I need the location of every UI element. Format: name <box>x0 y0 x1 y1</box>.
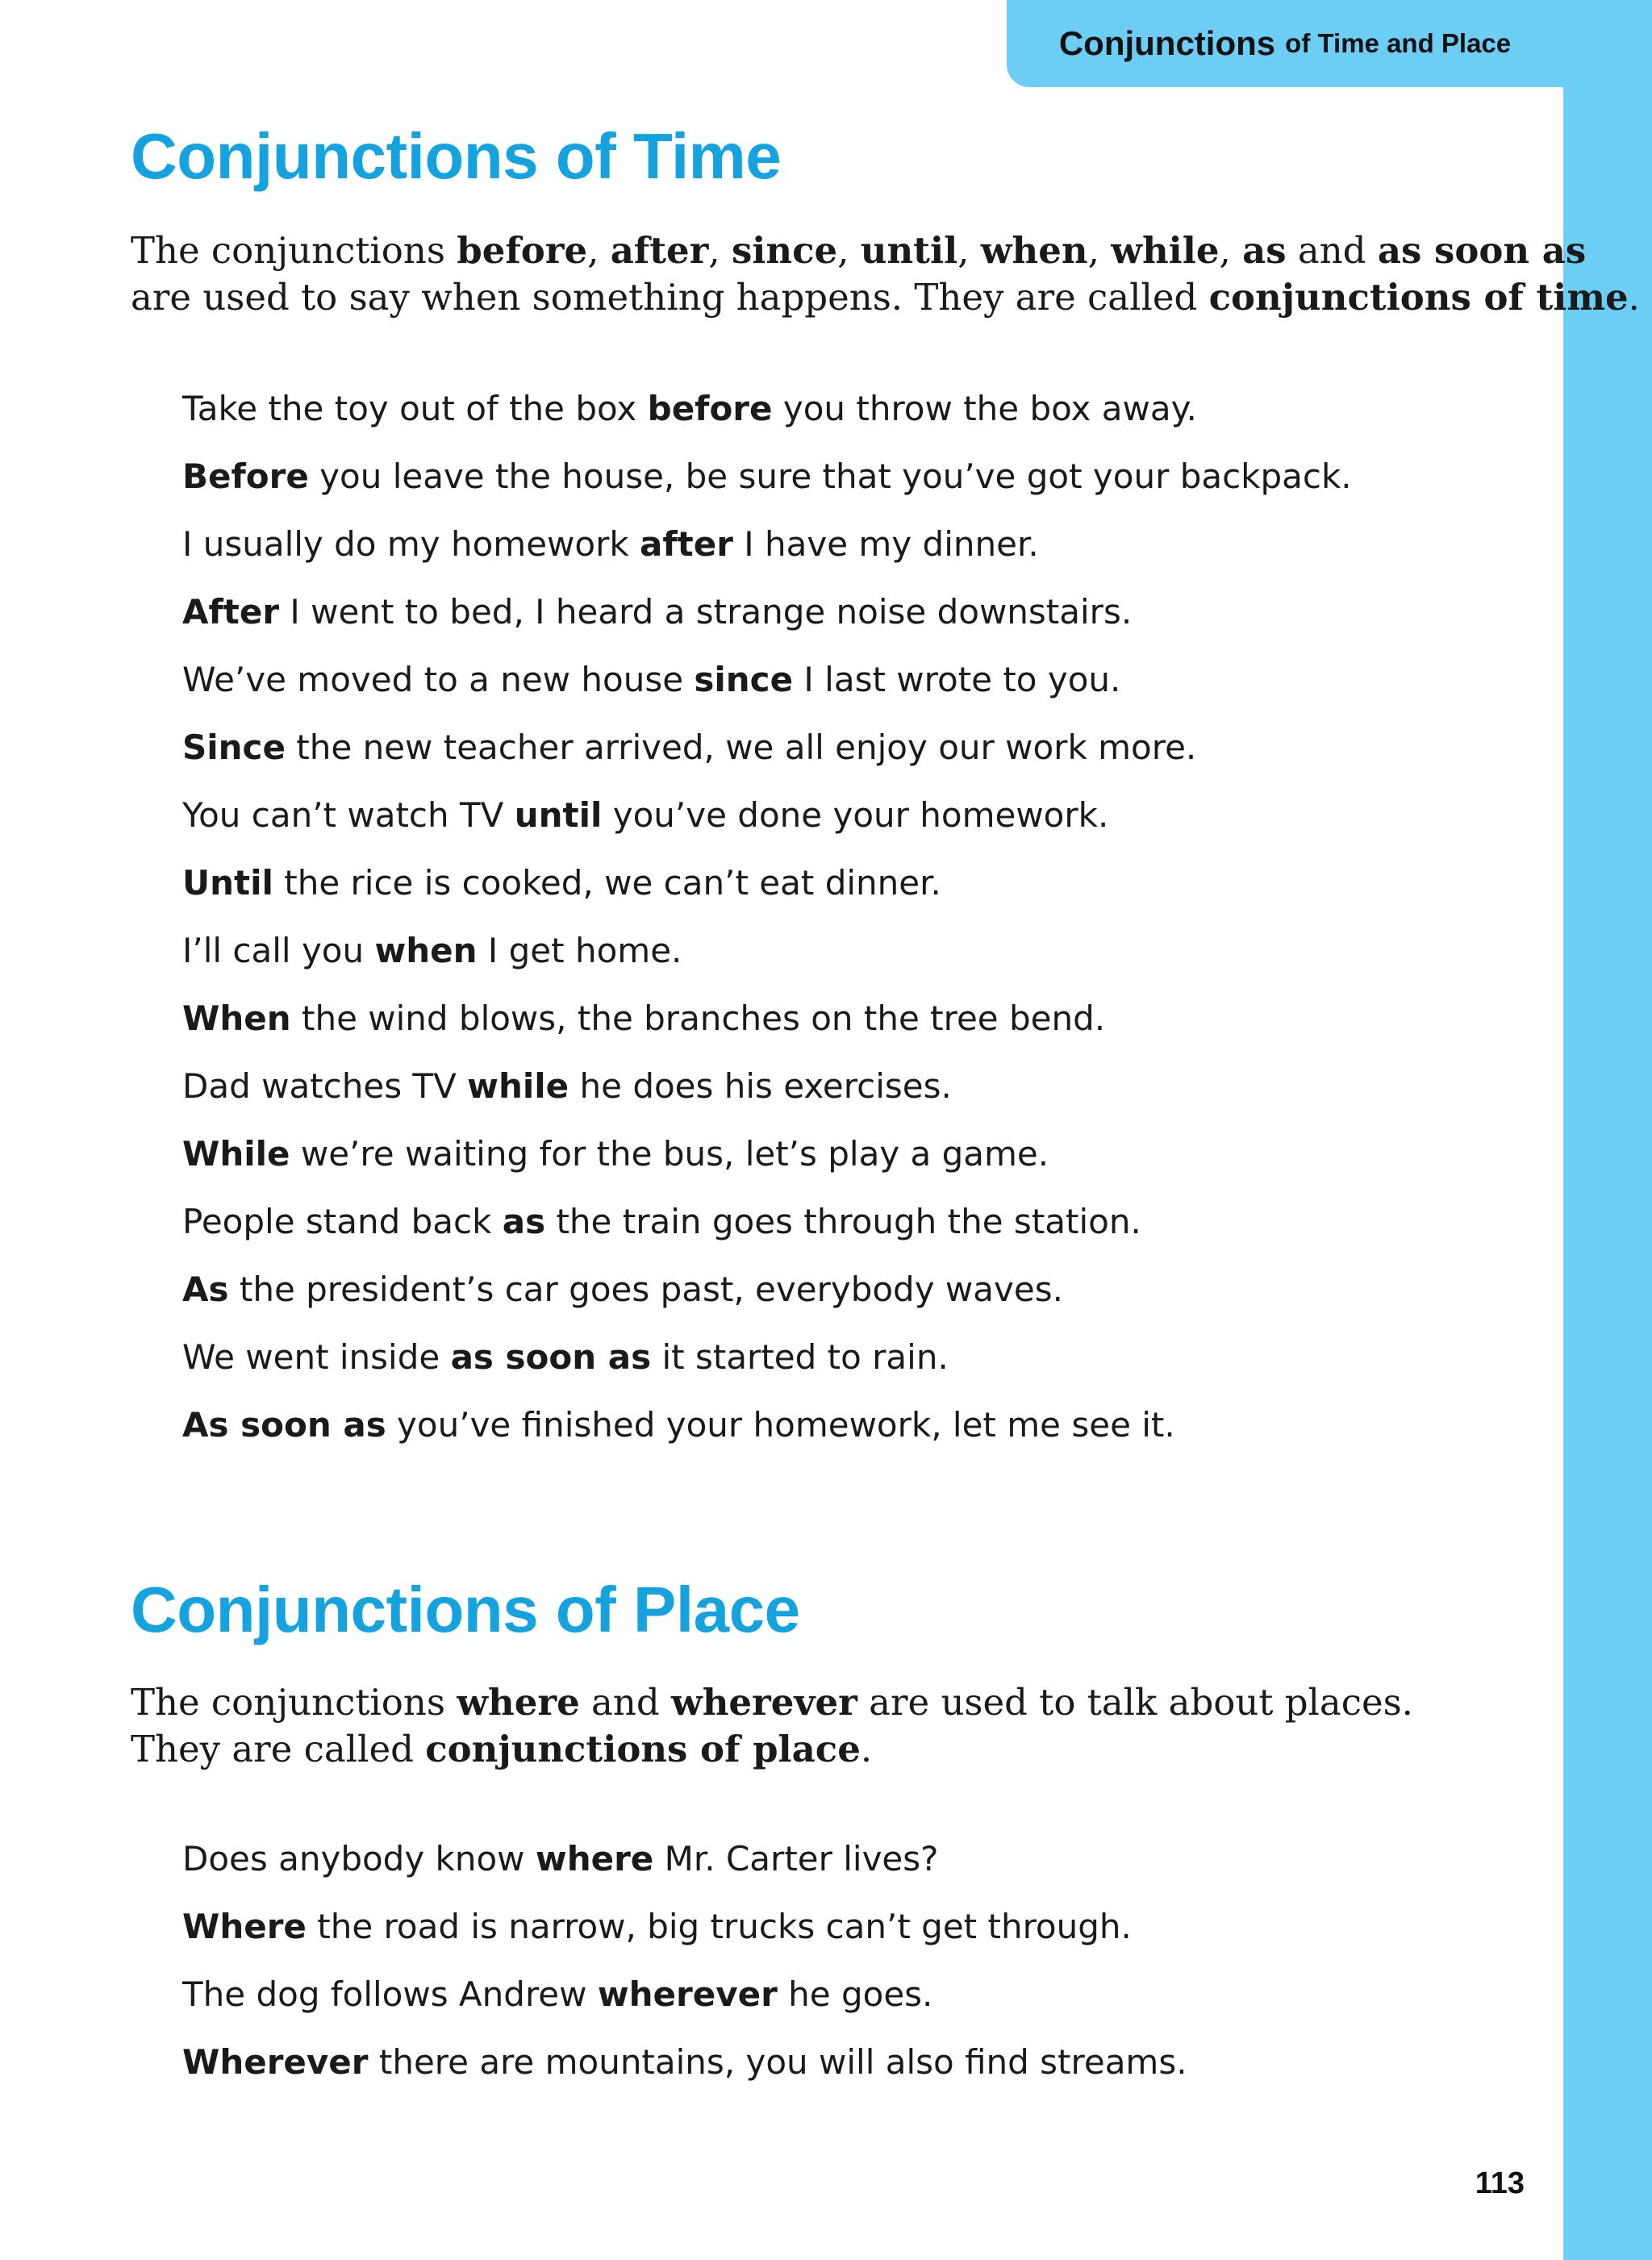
text-run: he does his exercises. <box>569 1066 952 1106</box>
intro-line <box>131 227 1587 274</box>
keyword: Wherever <box>182 2042 369 2082</box>
chapter-header-tab <box>1007 0 1563 87</box>
time-section-title: Conjunctions of Time <box>131 120 782 192</box>
text-run: you’ve done your homework. <box>602 795 1109 835</box>
text-run: You can’t watch TV <box>182 795 515 835</box>
time-section-intro <box>131 227 1640 321</box>
text-run: you leave the house, be sure that you’ve got your backpack. <box>308 457 1352 496</box>
text-run: I went to bed, I heard a strange noise downstairs. <box>279 592 1133 632</box>
page-number: 113 <box>1475 2166 1525 2200</box>
keyword: while <box>467 1066 569 1106</box>
example-sentence <box>182 849 1352 917</box>
place-section-title: Conjunctions of Place <box>131 1574 800 1645</box>
side-color-band <box>1563 0 1652 2260</box>
text-run: the train goes through the station. <box>545 1202 1141 1241</box>
text-run: , <box>957 229 981 272</box>
text-run: Mr. Carter lives? <box>653 1839 939 1878</box>
keyword: Before <box>182 457 309 496</box>
text-run: Does anybody know <box>182 1839 536 1878</box>
keyword: conjunctions of place <box>425 1728 861 1770</box>
keyword: when <box>980 229 1088 272</box>
keyword: after <box>640 524 733 564</box>
text-run: , <box>587 229 611 272</box>
example-sentence <box>182 1893 1187 1961</box>
text-run: are used to talk about places. <box>857 1681 1413 1724</box>
text-run: I’ll call you <box>182 931 375 970</box>
text-run: the road is narrow, big trucks can’t get through. <box>306 1907 1132 1946</box>
keyword: As <box>182 1270 229 1309</box>
text-run: there are mountains, you will also find streams. <box>368 2042 1187 2082</box>
example-sentence <box>182 2029 1187 2096</box>
keyword: where <box>535 1839 654 1878</box>
text-run: , <box>1219 229 1243 272</box>
keyword: as soon as <box>450 1337 652 1377</box>
text-run: Dad watches TV <box>182 1066 468 1106</box>
keyword: after <box>610 229 709 272</box>
header-tab-title: Conjunctions <box>1058 24 1276 62</box>
keyword: as <box>1242 229 1287 272</box>
keyword: conjunctions of time <box>1208 276 1629 319</box>
text-run: . <box>1628 276 1640 319</box>
keyword: since <box>694 660 794 699</box>
keyword: After <box>182 592 280 632</box>
example-sentence <box>182 917 1352 985</box>
text-run: The dog follows Andrew <box>182 1974 598 2014</box>
keyword: when <box>374 931 478 970</box>
example-sentence <box>182 375 1352 443</box>
text-run: . <box>860 1728 873 1770</box>
header-tab-subtitle: of Time and Place <box>1285 28 1512 58</box>
text-run: you’ve finished your homework, let me see it. <box>386 1405 1175 1445</box>
example-sentence <box>182 443 1352 511</box>
text-run: They are called <box>131 1728 426 1770</box>
keyword: As soon as <box>182 1405 386 1445</box>
keyword: wherever <box>670 1681 857 1724</box>
text-run: you throw the box away. <box>772 389 1197 428</box>
keyword: since <box>731 229 838 272</box>
text-run: the new teacher arrived, we all enjoy our work more. <box>285 728 1197 767</box>
keyword: Since <box>182 728 286 767</box>
place-example-list <box>182 1825 1187 2096</box>
keyword: where <box>457 1681 580 1724</box>
time-example-list <box>182 375 1352 1459</box>
text-run: We went inside <box>182 1337 451 1377</box>
keyword: before <box>647 389 773 428</box>
example-sentence <box>182 578 1352 646</box>
text-run: , <box>708 229 732 272</box>
example-sentence <box>182 646 1352 714</box>
text-run: the president’s car goes past, everybody waves. <box>228 1270 1063 1309</box>
example-sentence <box>182 1256 1352 1324</box>
keyword: before <box>457 229 588 272</box>
keyword: as soon as <box>1377 229 1587 272</box>
text-run: the wind blows, the branches on the tree bend. <box>290 999 1106 1038</box>
text-run: The conjunctions <box>131 1681 457 1724</box>
text-run: I last wrote to you. <box>793 660 1121 699</box>
example-sentence <box>182 1188 1352 1256</box>
text-run: the rice is cooked, we can’t eat dinner. <box>273 863 941 903</box>
text-run: I get home. <box>477 931 682 970</box>
keyword: wherever <box>597 1974 778 2014</box>
place-section-intro <box>131 1679 1550 1773</box>
example-sentence <box>182 1961 1187 2029</box>
keyword: When <box>182 999 291 1038</box>
keyword: until <box>860 229 958 272</box>
intro-line <box>131 274 1640 321</box>
keyword: Where <box>182 1907 307 1946</box>
example-sentence <box>182 1120 1352 1188</box>
keyword: Until <box>182 863 273 903</box>
keyword: as <box>502 1202 546 1241</box>
text-run: The conjunctions <box>131 229 457 272</box>
text-run: , <box>837 229 861 272</box>
text-run: We’ve moved to a new house <box>182 660 695 699</box>
text-run: , <box>1087 229 1112 272</box>
text-run: and <box>1286 229 1378 272</box>
example-sentence <box>182 714 1352 782</box>
example-sentence <box>182 782 1352 849</box>
keyword: until <box>514 795 603 835</box>
example-sentence <box>182 1391 1352 1459</box>
keyword: While <box>182 1134 290 1174</box>
text-run: Take the toy out of the box <box>182 389 648 428</box>
text-run: we’re waiting for the bus, let’s play a game. <box>290 1134 1049 1174</box>
example-sentence <box>182 1825 1187 1893</box>
intro-line <box>131 1679 1550 1726</box>
intro-line <box>131 1726 1550 1773</box>
text-run: are used to say when something happens. They are called <box>131 276 1209 319</box>
text-run: People stand back <box>182 1202 503 1241</box>
text-run: and <box>579 1681 671 1724</box>
text-run: I have my dinner. <box>732 524 1039 564</box>
example-sentence <box>182 1053 1352 1120</box>
text-run: I usually do my homework <box>182 524 640 564</box>
example-sentence <box>182 1324 1352 1391</box>
text-run: he goes. <box>777 1974 933 2014</box>
example-sentence <box>182 511 1352 578</box>
text-run: it started to rain. <box>651 1337 949 1377</box>
example-sentence <box>182 985 1352 1053</box>
keyword: while <box>1111 229 1220 272</box>
